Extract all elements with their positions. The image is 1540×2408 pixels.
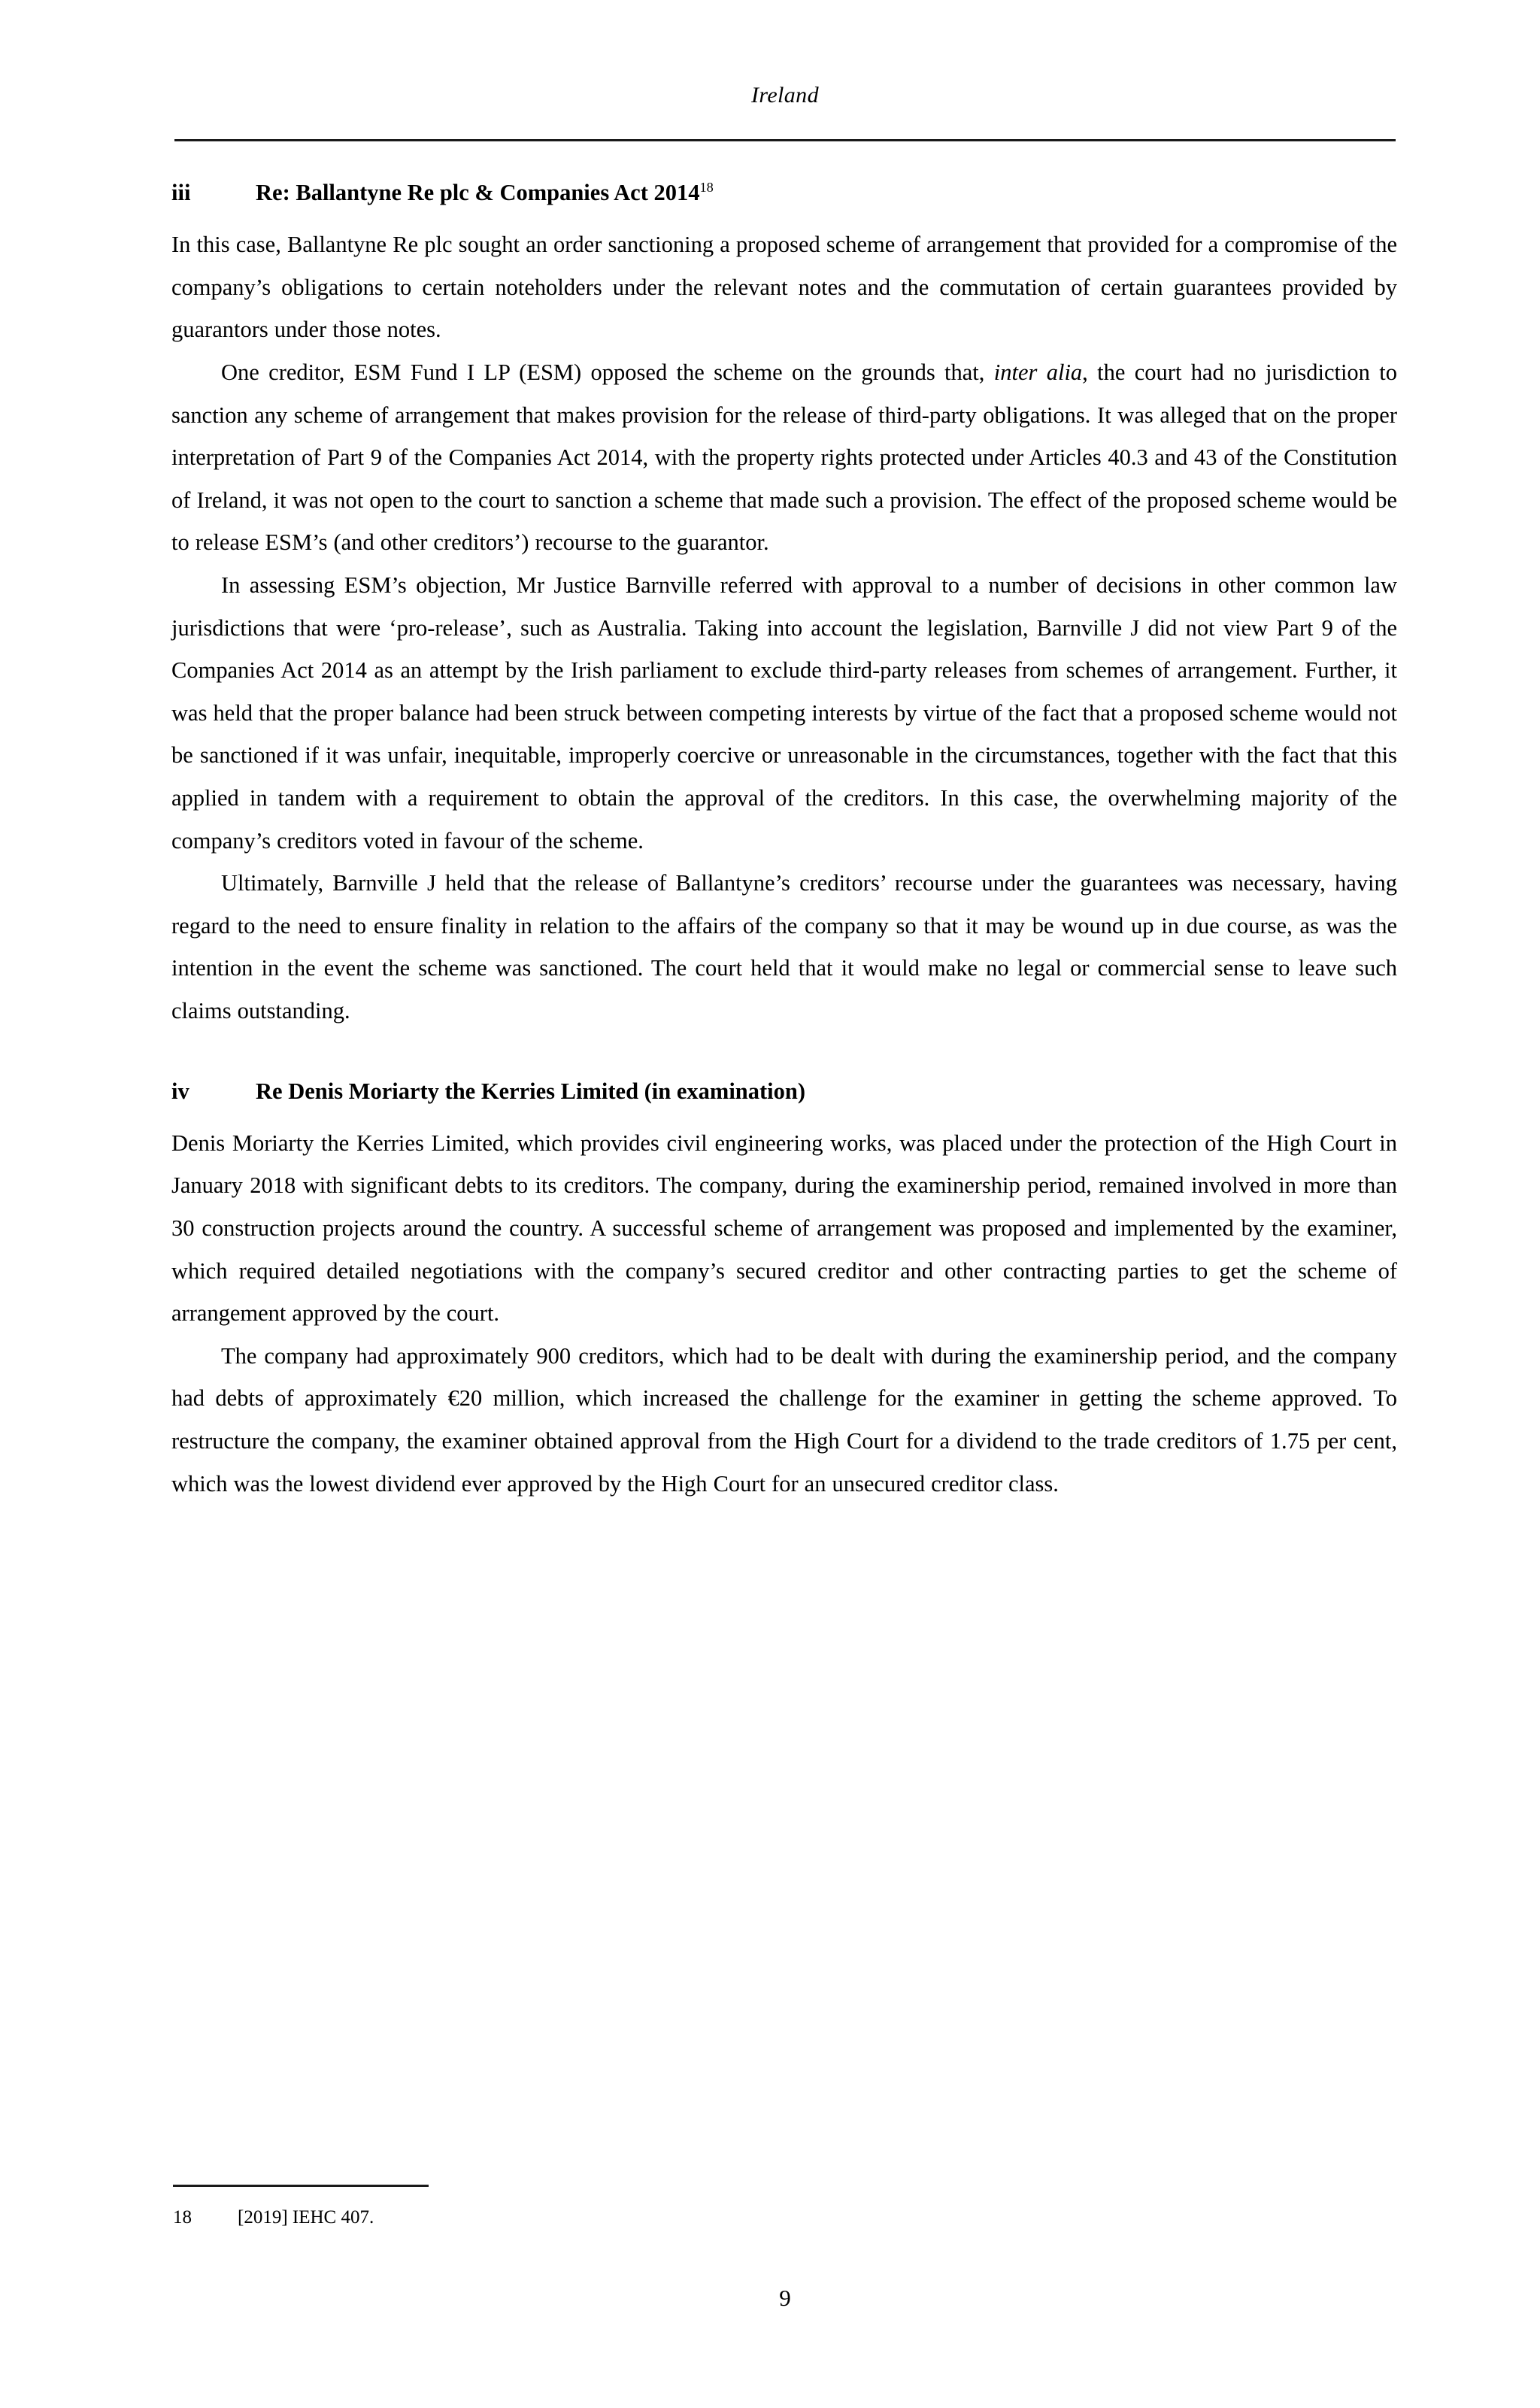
footnote-separator-rule <box>173 2185 429 2187</box>
footnote-entry <box>173 2205 1460 2231</box>
page-number: 9 <box>779 2285 791 2311</box>
paragraph-lead-text: One creditor, ESM Fund I LP (ESM) opposed the scheme on the grounds that, <box>221 359 994 386</box>
footnote-number: 18 <box>173 2207 192 2228</box>
section-numeral-iv: iv <box>171 1078 189 1104</box>
paragraph: Ultimately, Barnville J held that the release of Ballantyne’s creditors’ recourse under the guarantees was necessary, having regard to the need to ensure finality in relation to the affairs of the company so that it may be wound up in due course, as was the intention in the event the scheme was sanctioned. The court held that it would make no legal or commercial sense to leave such claims outstanding. <box>171 870 1397 1024</box>
latin-phrase-inter-alia: inter alia <box>993 359 1083 386</box>
paragraph <box>171 351 1397 564</box>
paragraph: In this case, Ballantyne Re plc sought an order sanctioning a proposed scheme of arrangement that provided for a compromise of the company’s obligations to certain noteholders under the relevant notes and the commutation of certain guarantees provided by guarantors under those notes. <box>171 232 1397 343</box>
paragraph: The company had approximately 900 creditors, which had to be dealt with during the examinership period, and the company had debts of approximately €20 million, which increased the challenge for the examiner in getting the scheme approved. To restructure the company, the examiner obtained approval from the High Court for a dividend to the trade creditors of 1.75 per cent, which was the lowest dividend ever approved by the High Court for an unsecured creditor class. <box>171 1342 1397 1497</box>
section-title-iv: Re Denis Moriarty the Kerries Limited (in examination) <box>256 1078 806 1104</box>
paragraph: In assessing ESM’s objection, Mr Justice Barnville referred with approval to a number of decisions in other common law jurisdictions that were ‘pro-release’, such as Australia. Taking into account the legislation, Barnville J did not view Part 9 of the Companies Act 2014 as an attempt by the Irish parliament to exclude third-party releases from schemes of arrangement. Further, it was held that the proper balance had been struck between competing interests by virtue of the fact that a proposed scheme would not be sanctioned if it was unfair, inequitable, improperly coercive or unreasonable in the circumstances, together with the fact that this applied in tandem with a requirement to obtain the approval of the creditors. In this case, the overwhelming majority of the company’s creditors voted in favour of the scheme. <box>171 572 1397 854</box>
section-title-iii: Re: Ballantyne Re plc & Companies Act 2014 <box>256 180 700 205</box>
header-divider-rule <box>174 139 1396 141</box>
section-numeral-iii: iii <box>171 180 191 205</box>
paragraph-rest-text: , the court had no jurisdiction to sanction any scheme of arrangement that makes provision for the release of third-party obligations. It was alleged that on the proper interpretation of Part 9 of the Companies Act 2014, with the property rights protected under Articles 40.3 and 43 of the Constitution of Ireland, it was not open to the court to sanction a scheme that made such a provision. The effect of the proposed scheme would be to release ESM’s (and other creditors’) recourse to the guarantor. <box>171 359 1398 556</box>
section-heading-iii <box>171 177 1397 208</box>
paragraph: Denis Moriarty the Kerries Limited, which provides civil engineering works, was placed under the protection of the High Court in January 2018 with significant debts to its creditors. The company, during the examinership period, remained involved in more than 30 construction projects around the country. A successful scheme of arrangement was proposed and implemented by the examiner, which required detailed negotiations with the company’s secured creditor and other contracting parties to get the scheme of arrangement approved by the court. <box>171 1130 1397 1327</box>
section-heading-iv <box>171 1076 1397 1106</box>
page-content <box>171 177 1397 1505</box>
running-header: Ireland <box>750 83 819 108</box>
footnote-text: [2019] IEHC 407. <box>238 2207 374 2228</box>
footnote-marker-18[interactable]: 18 <box>699 179 714 195</box>
section-spacer <box>171 1033 1397 1076</box>
